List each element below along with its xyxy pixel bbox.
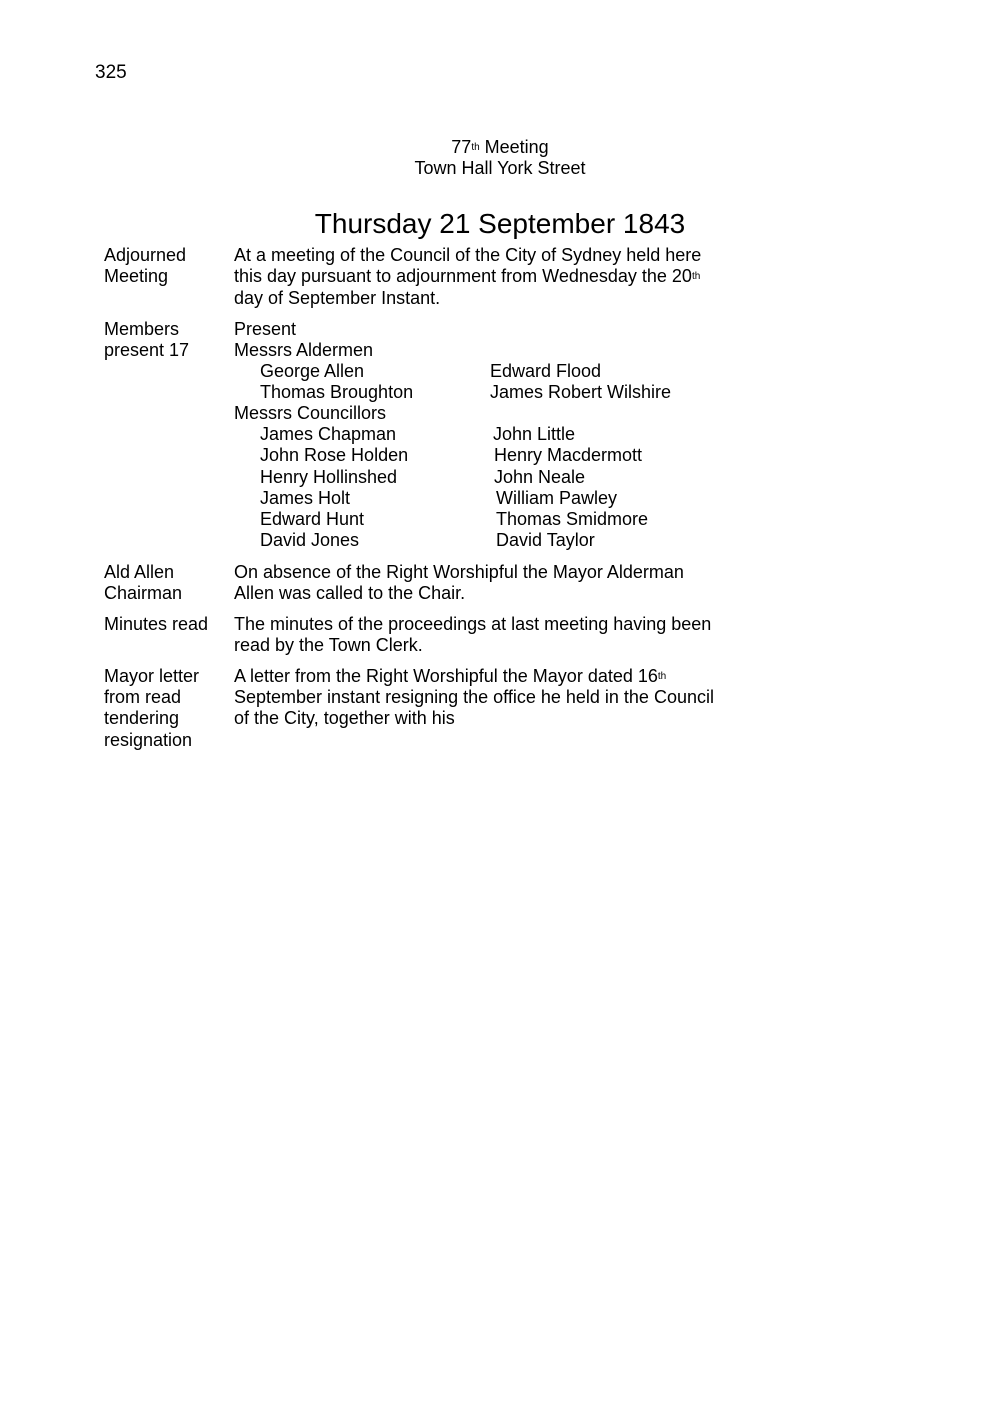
margin-note: from read	[104, 687, 182, 707]
margin-note: tendering	[104, 708, 180, 728]
margin-note: Adjourned	[104, 245, 187, 265]
margin-note: present 17	[104, 340, 190, 360]
member-name: John Rose Holden	[260, 445, 409, 465]
member-name: David Taylor	[496, 530, 595, 550]
margin-note: Meeting	[104, 266, 169, 286]
margin-note: resignation	[104, 730, 193, 750]
body-line: A letter from the Right Worshipful the Mayor dated 16th	[234, 666, 667, 686]
member-name: John Neale	[494, 467, 586, 487]
margin-note: Minutes read	[104, 614, 209, 634]
member-name: Henry Macdermott	[494, 445, 643, 465]
margin-note: Mayor letter	[104, 666, 200, 686]
body-line: Allen was called to the Chair.	[234, 583, 466, 603]
member-name: James Robert Wilshire	[490, 382, 672, 402]
body-line: The minutes of the proceedings at last meeting having been	[234, 614, 712, 634]
present-heading: Present	[234, 319, 297, 339]
body-line: On absence of the Right Worshipful the Mayor Alderman	[234, 562, 684, 582]
meeting-date: Thursday 21 September 1843	[314, 208, 686, 239]
margin-note: Members	[104, 319, 180, 339]
meeting-number: 77th Meeting	[451, 137, 549, 157]
member-name: Edward Flood	[490, 361, 602, 381]
councillors-heading: Messrs Councillors	[234, 403, 387, 423]
member-name: John Little	[493, 424, 576, 444]
margin-note: Ald Allen	[104, 562, 175, 582]
member-name: David Jones	[260, 530, 360, 550]
body-line: day of September Instant.	[234, 288, 441, 308]
body-line: At a meeting of the Council of the City of Sydney held here	[234, 245, 702, 265]
member-name: Thomas Smidmore	[496, 509, 649, 529]
member-name: Edward Hunt	[260, 509, 365, 529]
member-name: Henry Hollinshed	[260, 467, 398, 487]
aldermen-heading: Messrs Aldermen	[234, 340, 374, 360]
body-line: read by the Town Clerk.	[234, 635, 423, 655]
member-name: James Chapman	[260, 424, 397, 444]
member-name: James Holt	[260, 488, 351, 508]
meeting-venue: Town Hall York Street	[414, 158, 586, 178]
member-name: William Pawley	[496, 488, 618, 508]
member-name: George Allen	[260, 361, 365, 381]
body-line: September instant resigning the office he held in the Council	[234, 687, 714, 707]
member-name: Thomas Broughton	[260, 382, 414, 402]
page-number: 325	[95, 62, 127, 83]
margin-note: Chairman	[104, 583, 183, 603]
body-line: of the City, together with his	[234, 708, 455, 728]
body-line: this day pursuant to adjournment from Wednesday the 20th	[234, 266, 701, 286]
